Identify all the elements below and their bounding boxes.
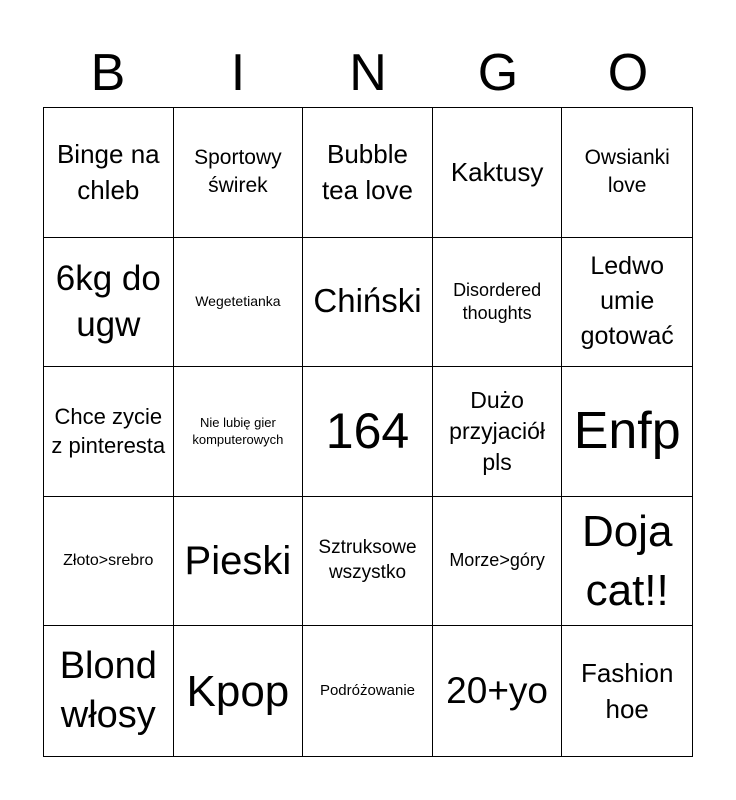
bingo-cell[interactable]: Bubble tea love [303, 108, 433, 238]
bingo-cell[interactable]: 164 [303, 367, 433, 497]
bingo-cell[interactable]: Kaktusy [433, 108, 563, 238]
header-letter-b: B [90, 44, 126, 102]
bingo-cell[interactable]: Fashion hoe [580, 657, 674, 725]
bingo-cell[interactable]: Ledwo umie gotować [562, 238, 692, 368]
bingo-cell[interactable]: Chiński [303, 238, 433, 368]
bingo-cell[interactable]: Pieski [174, 497, 304, 627]
bingo-cell[interactable]: Sztruksowe wszystko [303, 497, 433, 627]
bingo-cell[interactable]: Morze>góry [433, 497, 563, 627]
bingo-board [43, 107, 693, 757]
bingo-header [43, 40, 693, 106]
bingo-cell[interactable]: Dużo przyjaciół pls [433, 367, 563, 497]
header-letter-o: O [607, 44, 649, 102]
bingo-cell[interactable]: Binge na chleb [44, 108, 174, 238]
bingo-cell[interactable]: Chce zycie z pinteresta [44, 367, 174, 497]
bingo-cell[interactable]: Disordered thoughts [433, 238, 563, 368]
bingo-cell[interactable]: Blond włosy [44, 626, 174, 756]
bingo-cell[interactable]: Złoto>srebro [44, 497, 174, 627]
header-letter-i: I [230, 44, 246, 102]
bingo-cell[interactable]: Enfp [562, 367, 692, 497]
bingo-cell[interactable]: Doja cat!! [562, 497, 692, 627]
header-letter-n: N [349, 44, 387, 102]
bingo-cell[interactable]: Podróżowanie [303, 626, 433, 756]
bingo-cell[interactable]: 20+yo [433, 626, 563, 756]
header-letter-g: G [477, 44, 519, 102]
bingo-cell[interactable]: Owsianki love [562, 108, 692, 238]
bingo-cell[interactable]: Sportowy świrek [174, 108, 304, 238]
bingo-cell[interactable]: Kpop [174, 626, 304, 756]
bingo-cell[interactable]: 6kg do ugw [44, 238, 174, 368]
bingo-cell[interactable]: Nie lubię gier komputerowych [174, 367, 304, 497]
bingo-cell[interactable]: Wegetetianka [174, 238, 304, 368]
